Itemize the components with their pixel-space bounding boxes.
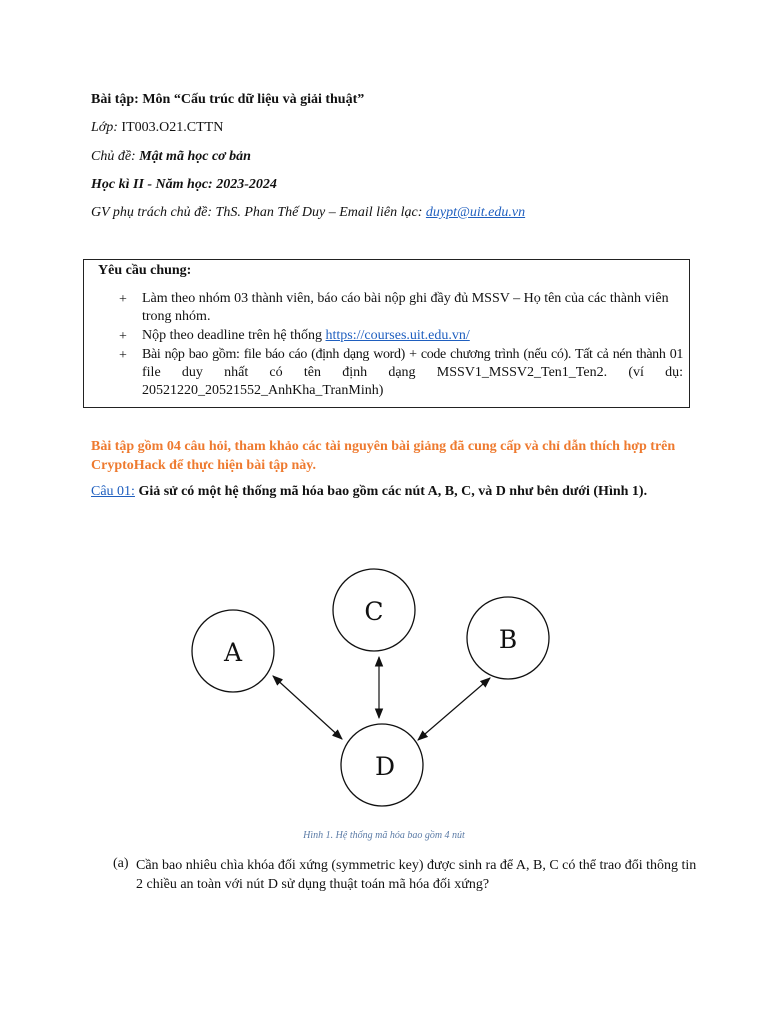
instructor-text: GV phụ trách chủ đề: ThS. Phan Thế Duy – Email liên lạc: <box>91 205 426 220</box>
courses-link[interactable]: https://courses.uit.edu.vn/ <box>325 328 470 343</box>
intro-text: Bài tập gồm 04 câu hỏi, tham khảo các tài nguyên bài giảng đã cung cấp và chỉ dẫn thích hợp trên CryptoHack để thực hiện bài tập này. <box>91 439 676 473</box>
class-value: IT003.O21.CTTN <box>121 120 224 135</box>
bullet-2: + <box>119 329 127 344</box>
question-1-text: Giả sử có một hệ thống mã hóa bao gồm các nút A, B, C, và D như bên dưới (Hình 1). <box>134 484 648 499</box>
requirement-item-3-line-1: Bài nộp bao gồm: file báo cáo (định dạng word) + code chương trình (nếu có). Tất cả nén thành 01 <box>142 347 683 362</box>
requirement-item-1: Làm theo nhóm 03 thành viên, báo cáo bài nộp ghi đầy đủ MSSV – Họ tên của các thành viên trong nhóm. <box>142 291 669 324</box>
edge-a-d <box>273 676 342 739</box>
bullet-3: + <box>119 348 127 363</box>
part-a-text: Cần bao nhiêu chìa khóa đối xứng (symmetric key) được sinh ra để A, B, C có thể trao đổi thông tin 2 chiều an toàn với nút D sử dụng thuật toán mã hóa đối xứng? <box>136 858 697 892</box>
part-a-label: (a) <box>113 856 129 871</box>
requirements-title: Yêu cầu chung: <box>98 263 192 278</box>
question-1-label[interactable]: Câu 01: <box>91 484 135 499</box>
email-link[interactable]: duypt@uit.edu.vn <box>425 205 526 220</box>
class-label: Lớp: <box>91 120 122 135</box>
node-a-label: A <box>223 638 243 667</box>
node-b-label: B <box>498 625 518 654</box>
topic-label: Chủ đề: <box>91 149 140 164</box>
requirement-item-2-text: Nộp theo deadline trên hệ thống <box>142 328 326 343</box>
requirement-item-3-line-2: file duy nhất có tên định dạng MSSV1_MSSV2_Ten1_Ten2. (ví dụ: <box>142 365 683 380</box>
node-c-label: C <box>364 597 384 626</box>
title-prefix: Bài tập: <box>91 92 143 107</box>
edge-b-d <box>418 678 490 740</box>
course-name: Môn “Cấu trúc dữ liệu và giải thuật” <box>142 92 365 107</box>
semester-line: Học kì II - Năm học: 2023-2024 <box>91 177 277 192</box>
figure-caption: Hình 1. Hệ thống mã hóa bao gồm 4 nút <box>303 830 465 841</box>
topic-value: Mật mã học cơ bản <box>139 149 251 164</box>
bullet-1: + <box>119 292 127 307</box>
requirement-item-3-line-3: 20521220_20521552_AnhKha_TranMinh) <box>142 383 384 398</box>
node-d-label: D <box>374 752 396 781</box>
